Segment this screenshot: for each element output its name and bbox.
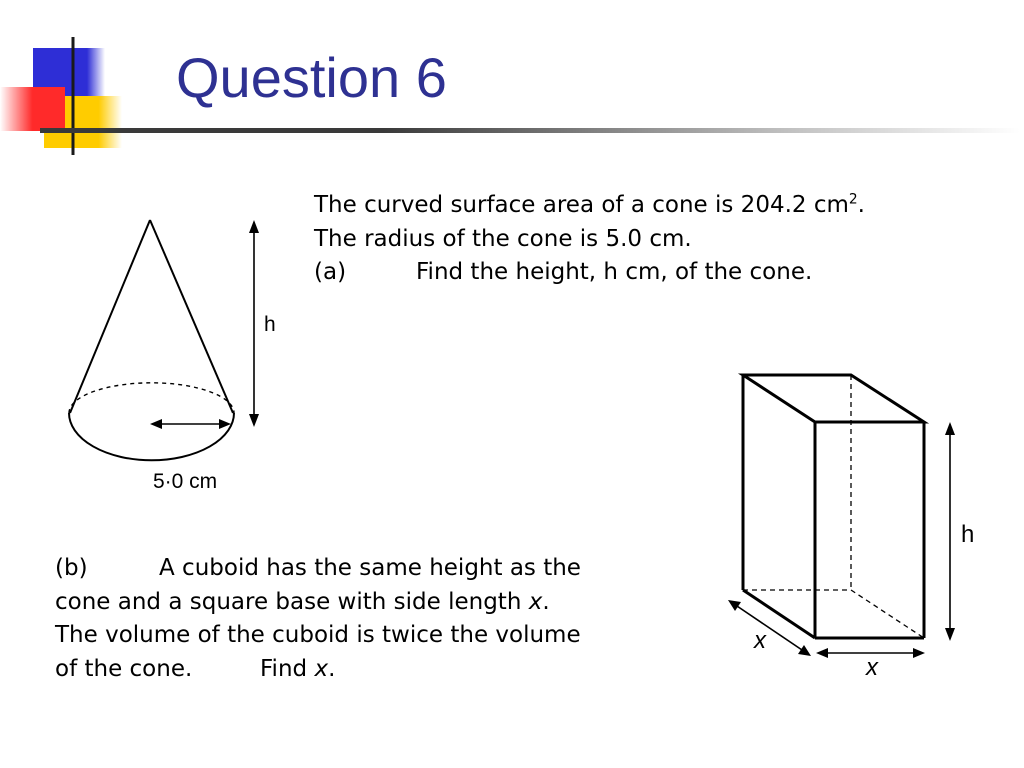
radius-arrowhead-right (219, 419, 231, 429)
cuboid-depth-arrowhead-top (728, 600, 741, 611)
radius-arrowhead-left (150, 419, 162, 429)
part-b-label: (b) (55, 555, 88, 581)
part-b-line-2: cone and a square base with side length x. (55, 588, 550, 615)
question-part-b (55, 552, 581, 686)
cone-base-back (69, 383, 234, 413)
part-b-line-1: (b) A cuboid has the same height as the (55, 552, 581, 586)
cuboid-width-arrowhead-left (816, 648, 828, 658)
part-b-line-3: The volume of the cuboid is twice the volume (55, 622, 581, 648)
cone-base-front (69, 413, 234, 460)
cone-height-label: h (264, 313, 276, 336)
cuboid-height-arrowhead-top (945, 422, 955, 435)
cuboid-bottom-left-edge (743, 590, 815, 638)
cone-radius-label: 5·0 cm (153, 470, 218, 493)
cuboid-height-label: h (961, 521, 975, 548)
cuboid-depth-label: x (754, 627, 766, 654)
title-divider (40, 128, 1020, 133)
cuboid-width-arrowhead-right (913, 648, 925, 658)
slide-logo (0, 30, 140, 160)
cone-right-edge (150, 220, 233, 413)
question-part-a (314, 189, 865, 290)
cuboid-height-arrowhead-bottom (945, 628, 955, 641)
surface-area-line: The curved surface area of a cone is 204.2 $cm^2$. (314, 191, 865, 218)
cuboid-width-label: x (866, 654, 878, 681)
part-a-question: Find the height, h cm, of the cone. (416, 259, 813, 285)
radius-line: The radius of the cone is 5.0 cm. (314, 225, 692, 252)
part-a-question-line (314, 256, 865, 290)
cuboid-hidden-diagonal (851, 590, 924, 638)
cuboid-depth-arrow (734, 604, 805, 652)
slide-title: Question 6 (176, 46, 447, 109)
height-arrowhead-bottom (249, 414, 259, 427)
cuboid-depth-arrowhead-bottom (798, 645, 811, 656)
superscript: 2 (848, 191, 858, 208)
part-b-line-4: of the cone. Find x. (55, 655, 336, 682)
part-a-label: (a) (314, 259, 347, 285)
cuboid-top-face (743, 375, 924, 422)
height-arrowhead-top (249, 220, 259, 233)
cone-left-edge (70, 220, 150, 413)
logo-red-square (0, 87, 65, 131)
